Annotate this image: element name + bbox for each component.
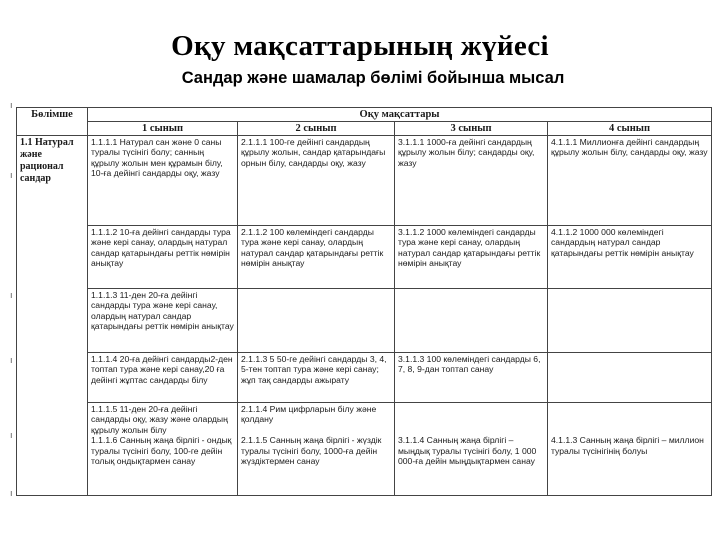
page-subtitle: Сандар және шамалар бөлімі бойынша мысал xyxy=(181,69,565,87)
grade-header: 1 сынып xyxy=(88,122,238,136)
table-cell: 2.1.1.4 Рим цифрларын білу және қолдану 2.1.1.5 Санның жаңа бірлігі - жүздік туралы түсінігі болу, 1000-ға дейін жүздіктермен санау xyxy=(238,403,395,496)
page-title: Оқу мақсаттарының жүйесі xyxy=(171,30,549,62)
table-row xyxy=(17,136,712,226)
table-row xyxy=(17,403,712,496)
grade-header: 4 сынып xyxy=(548,122,712,136)
table-cell: 4.1.1.3 Санның жаңа бірлігі – миллион туралы түсінігінің болуы xyxy=(548,403,712,496)
margin-mark: ı xyxy=(10,170,13,180)
table-cell: 3.1.1.4 Санның жаңа бірлігі – мыңдық туралы түсінігі болу, 1 000 000-ға дейін мыңдықтармен санау xyxy=(395,403,548,496)
table-row xyxy=(17,353,712,403)
table-cell: 1.1.1.5 11-ден 20-ға дейінгі сандарды оқу, жазу және олардың құрылу жолын білу 1.1.1.6 Санның жаңа бірлігі - ондық туралы түсінігі болу, 100-ге дейін толық ондықтармен санау xyxy=(88,403,238,496)
table-cell: 3.1.1.3 100 көлеміндегі сандарды 6, 7, 8, 9-дан топтап санау xyxy=(395,353,548,403)
table-cell: 1.1.1.4 20-ға дейінгі сандарды2-ден топтап тура және кері санау,20 ға дейінгі жұптас сандарды білу xyxy=(88,353,238,403)
table-cell: 3.1.1.2 1000 көлеміндегі сандарды тура және кері санау, олардың натурал сандар қатарындағы реттік нөмірін анықтау xyxy=(395,226,548,289)
table-cell: 2.1.1.2 100 көлеміндегі сандарды тура және кері санау, олардың натурал сандар қатарындағы реттік нөмірін анықтау xyxy=(238,226,395,289)
table-cell: 2.1.1.3 5 50-ге дейінгі сандарды 3, 4, 5-тен топтап тура және кері санау; жұп тақ сандарды ажырату xyxy=(238,353,395,403)
margin-mark: ı xyxy=(10,488,13,498)
margin-mark: ı xyxy=(10,430,13,440)
table-cell: 4.1.1.1 Миллионға дейінгі сандардың құрылу жолын білу, сандарды оқу, жазу xyxy=(548,136,712,226)
table-cell xyxy=(548,289,712,353)
margin-mark: ı xyxy=(10,355,13,365)
grade-header: 3 сынып xyxy=(395,122,548,136)
table-cell: 1.1.1.2 10-ға дейінгі сандарды тура және кері санау, олардың натурал сандар қатарындағы реттік нөмірін анықтау xyxy=(88,226,238,289)
margin-mark: ı xyxy=(10,290,13,300)
table-cell: 1.1.1.1 Натурал сан және 0 саны туралы түсінігі болу; санның құрылу жолын мен құрамын білу, 10-ға дейінгі сандарды оқу, жазу xyxy=(88,136,238,226)
table-cell xyxy=(238,289,395,353)
table-cell: 3.1.1.1 1000-ға дейінгі сандардың құрылу жолын білу; сандарды оқу, жазу xyxy=(395,136,548,226)
grade-header: 2 сынып xyxy=(238,122,395,136)
table-cell: 4.1.1.2 1000 000 көлеміндегі сандардың натурал сандар қатарындағы реттік нөмірін анықтау xyxy=(548,226,712,289)
table-cell: 1.1.1.3 11-ден 20-ға дейінгі сандарды тура және кері санау, олардың натурал сандар қатарындағы реттік нөмірін анықтау xyxy=(88,289,238,353)
margin-mark: ı xyxy=(10,100,13,110)
section-column-header: Бөлімше xyxy=(17,108,88,136)
table-cell xyxy=(395,289,548,353)
table-cell xyxy=(548,353,712,403)
goals-column-header: Оқу мақсаттары xyxy=(88,108,712,122)
table-row xyxy=(17,289,712,353)
table-row xyxy=(17,226,712,289)
section-label: 1.1 Натурал және рационал сандар xyxy=(17,136,88,496)
table-cell: 2.1.1.1 100-ге дейінгі сандардың құрылу жолын, сандар қатарындағы орнын білу, сандарды оқу, жазу xyxy=(238,136,395,226)
learning-goals-table xyxy=(16,107,712,496)
